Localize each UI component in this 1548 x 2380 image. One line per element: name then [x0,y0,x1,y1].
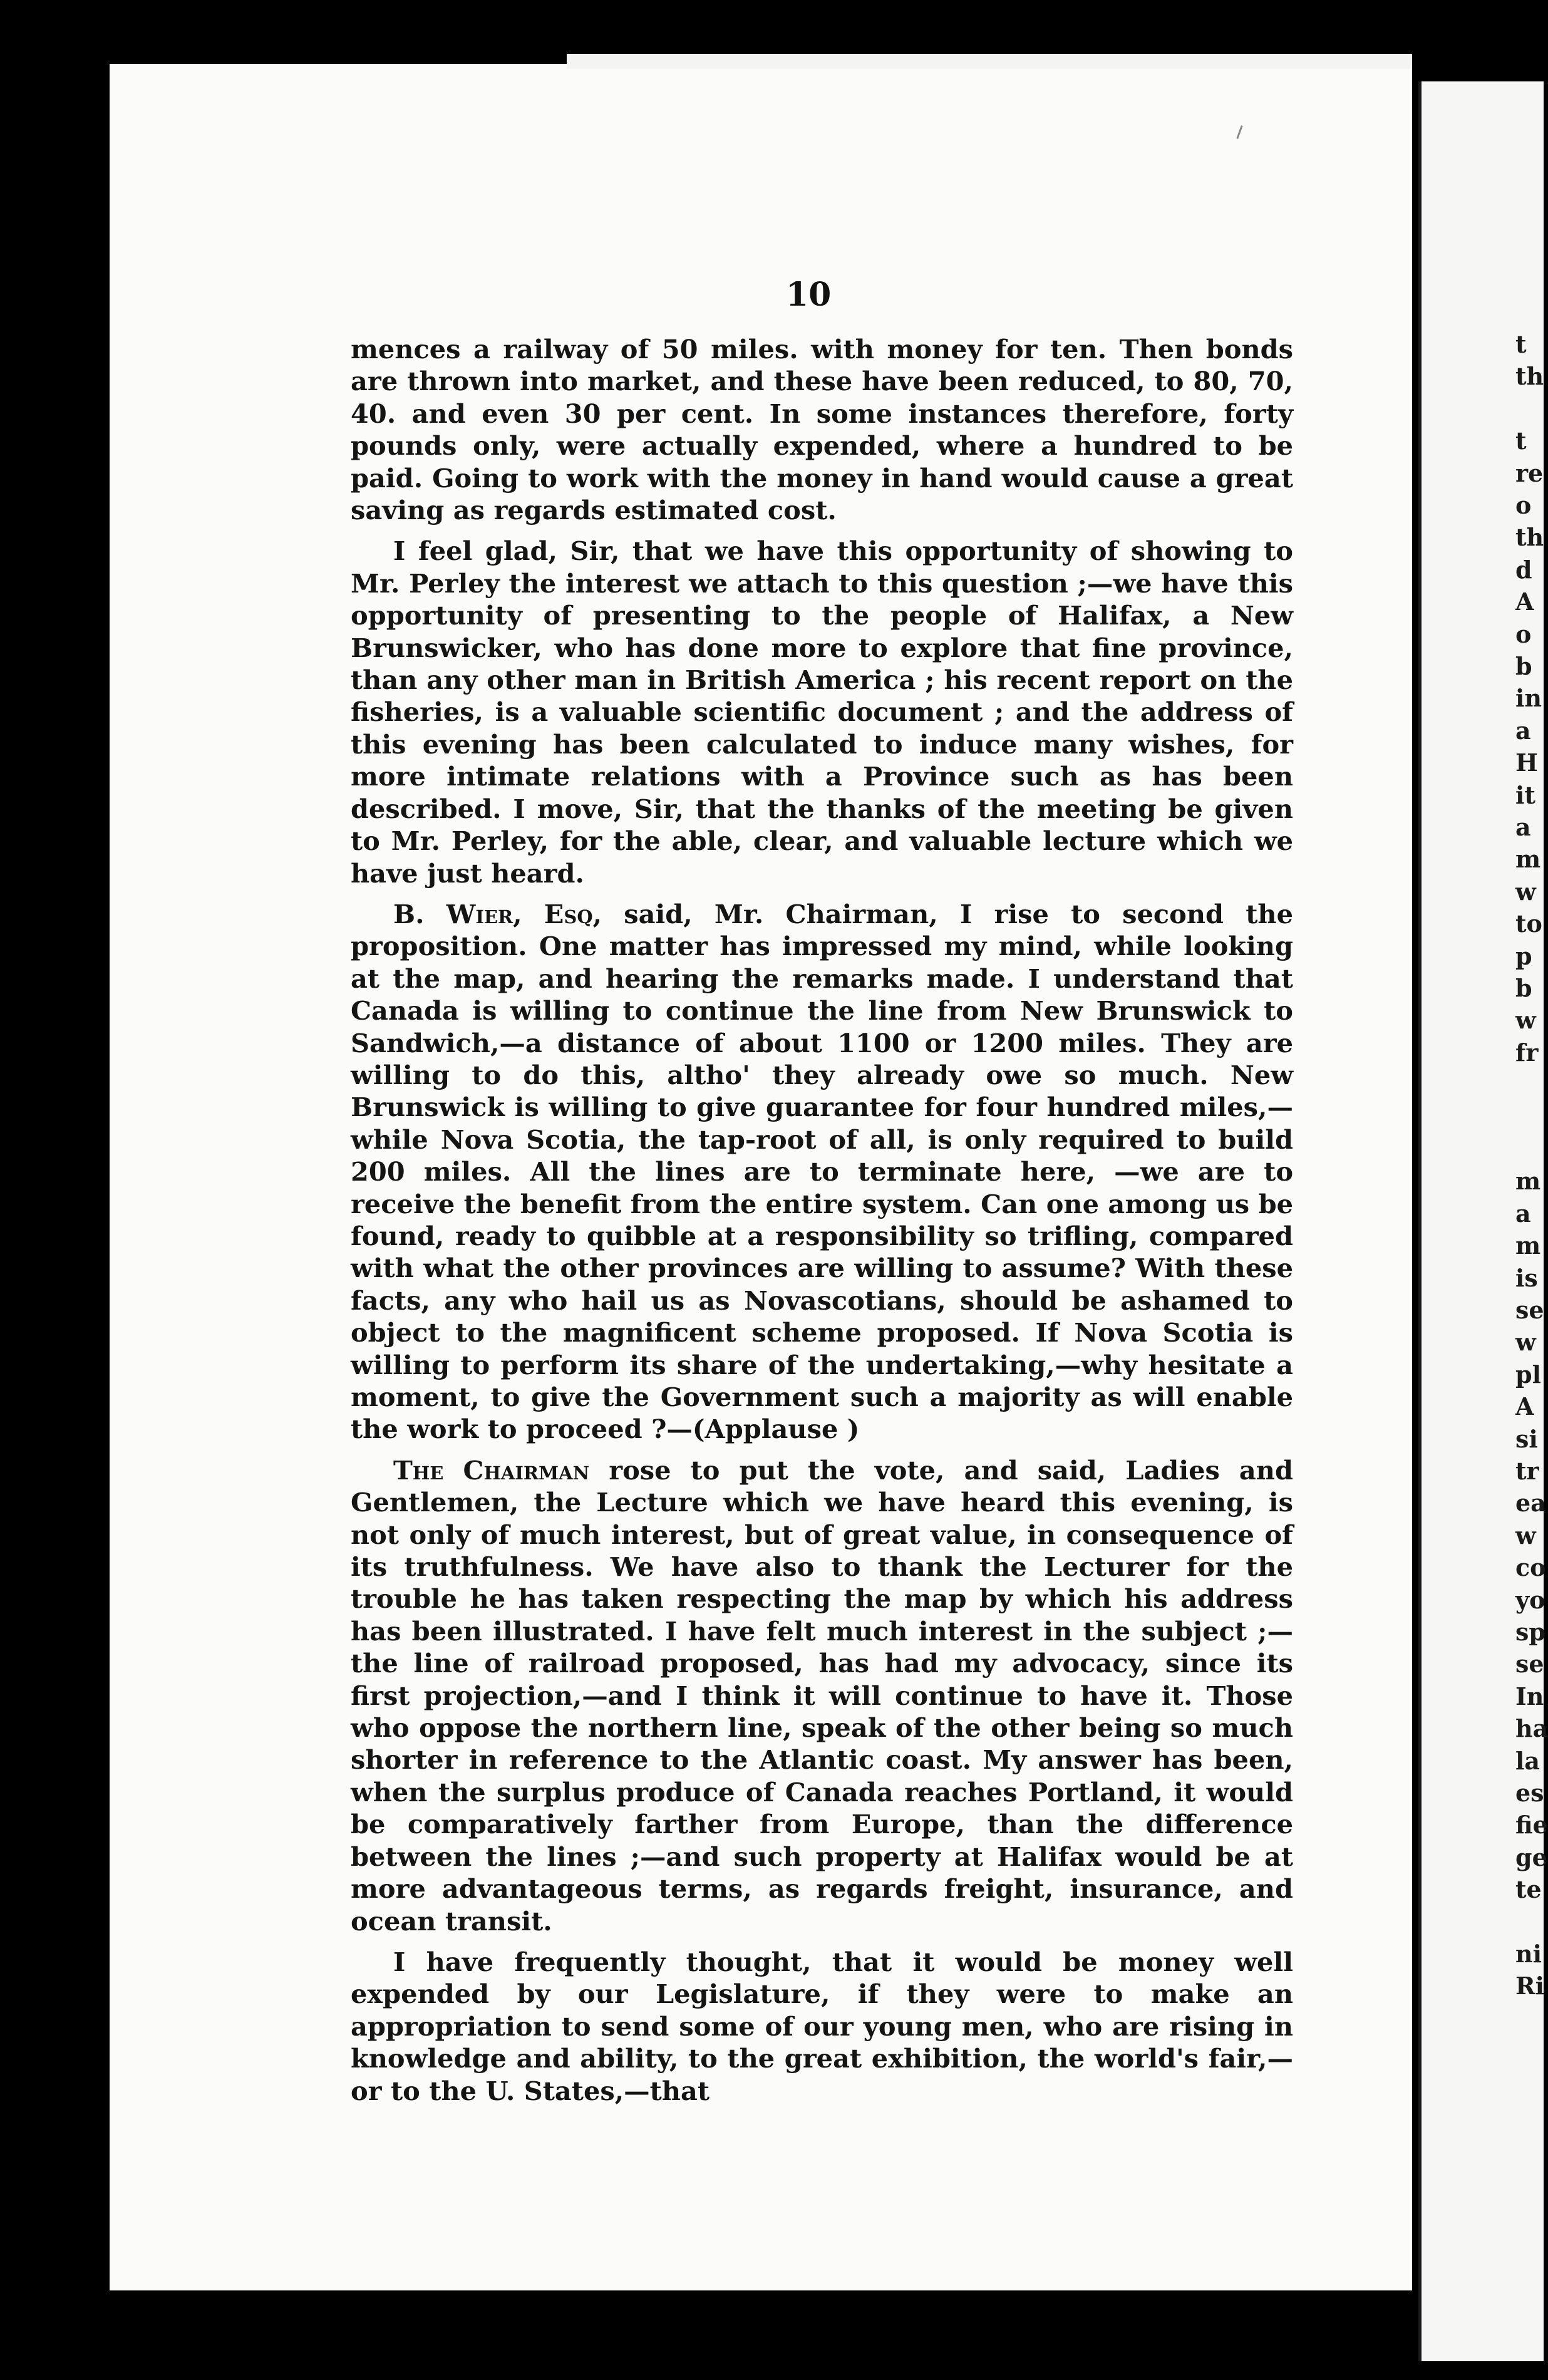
facing-page-line: In [1515,1682,1544,1710]
facing-page-line: si [1515,1424,1538,1453]
paragraph-text: , said, Mr. Chairman, I rise to second the proposition. One matter has impressed my mind, while looking at the map, and hearing the remarks made. I understand that Canada is willing to continue the line from New Brunswick to Sandwich,—a distance of about 1100 or 1200 miles. They are willing to do this, altho' they already owe so much. New Brunswick is willing to give guarantee for four hundred miles,—while Nova Scotia, the tap-root of all, is only required to build 200 miles. All the lines are to terminate here, —we are to receive the benefit from the entire system. Can one among us be found, ready to quibble at a responsibility so trifling, compared with what the other provinces are willing to assume? With these facts, any who hail us as Novascotians, should be ashamed to object to the magnificent scheme proposed. If Nova Scotia is willing to perform its share of the undertaking,—why hesitate a moment, to give the Government such a majority as will enable the work to proceed ?—(Applause ) [351,898,1293,1445]
facing-page-line: A [1515,587,1534,616]
paragraph [351,898,1293,1446]
facing-page-line: pl [1515,1360,1542,1389]
facing-page-line: a [1515,716,1531,745]
facing-page-line: a [1515,813,1531,841]
facing-page-line: o [1515,491,1532,519]
facing-page-line: re [1515,458,1544,487]
facing-page-line: ha [1515,1714,1548,1743]
facing-page-line: fie [1515,1811,1548,1839]
facing-page-line: b [1515,652,1532,680]
facing-page-line: yo [1515,1585,1545,1614]
facing-page-line: es [1515,1779,1544,1807]
facing-page-line: m [1515,1231,1541,1260]
facing-page-line: w [1515,1006,1536,1035]
facing-page-line: se [1515,1296,1544,1324]
facing-page-line: ge [1515,1843,1547,1871]
facing-page-line: th [1515,362,1544,391]
facing-page-line: it [1515,780,1535,809]
facing-page-line: H [1515,748,1538,777]
facing-page-line: a [1515,1199,1531,1228]
paragraph-text: rose to put the vote, and said, Ladies and Gentlemen, the Lecture which we have heard this evening, is not only of much interest, but of great value, in consequence of its truthfulness. We have also to thank the Lecturer for the trouble he has taken respecting the map by which his address has been illustrated. I have felt much interest in the subject ;—the line of railroad proposed, has had my advocacy, since its first projection,—and I think it will continue to have it. Those who oppose the northern line, speak of the other being so much shorter in reference to the Atlantic coast. My answer has been, when the surplus produce of Canada reaches Portland, it would be comparatively farther from Europe, than the difference between the lines ;—and such property at Halifax would be at more advantageous terms, as regards freight, insurance, and ocean transit. [351,1454,1293,1937]
facing-page-line: ea [1515,1489,1546,1518]
facing-page-line: tr [1515,1457,1539,1485]
facing-page-line: p [1515,941,1532,970]
page-body [351,333,1293,2107]
facing-page-line: in [1515,684,1542,713]
facing-page-line: se [1515,1650,1544,1679]
facing-page-line: A [1515,1392,1534,1421]
paragraph [351,333,1293,526]
facing-page-line: co [1515,1553,1546,1582]
facing-page-line: m [1515,845,1541,874]
page-number: 10 [786,276,832,314]
facing-page-line: la [1515,1746,1540,1775]
speaker-name: The Chairman [393,1454,590,1486]
facing-page-line: Ri [1515,1972,1545,2000]
page-edge [567,54,1412,69]
facing-page-line: to [1515,909,1542,938]
facing-page-line: w [1515,1328,1536,1357]
facing-page-line: ni [1515,1940,1542,1968]
facing-page-line: th [1515,523,1544,552]
paragraph-text: I feel glad, Sir, that we have this opportunity of showing to Mr. Perley the interest we attach to this question ;—we have this opportunity of presenting to the people of Halifax, a New Brunswicker, who has done more to explore that fine province, than any other man in British America ; his recent report on the fisheries, is a valuable scientific document ; and the address of this evening has been calculated to induce many wishes, for more intimate relations with a Province such as has been described. I move, Sir, that the thanks of the meeting be given to Mr. Perley, for the able, clear, and valuable lecture which we have just heard. [351,536,1293,889]
facing-page-line: is [1515,1263,1538,1292]
speaker-name: B. Wier, Esq [393,898,593,929]
facing-page-line: o [1515,619,1532,648]
facing-page-line: d [1515,555,1532,584]
paragraph-text: mences a railway of 50 miles. with money for ten. Then bonds are thrown into market, and these have been reduced, to 80, 70, 40. and even 30 per cent. In some instances therefore, forty pounds only, were actually expended, where a hundred to be paid. Going to work with the money in hand would cause a great saving as regards estimated cost. [351,334,1293,526]
facing-page-line: w [1515,1521,1536,1550]
facing-page-line: sp [1515,1618,1545,1646]
facing-page-line: t [1515,427,1527,455]
paragraph [351,1454,1293,1937]
facing-page-line: m [1515,1167,1541,1196]
facing-page-line: te [1515,1875,1542,1904]
facing-page-line: b [1515,974,1532,1002]
facing-page-line: t [1515,330,1527,358]
paragraph-text: I have frequently thought, that it would be money well expended by our Legislature, if they were to make an appropriation to send some of our young men, who are rising in knowledge and ability, to the great exhibition, the world's fair,—or to the U. States,—that [351,1946,1293,2106]
paragraph [351,1946,1293,2107]
facing-page-line: fr [1515,1038,1539,1067]
facing-page-line: w [1515,877,1536,906]
paragraph [351,535,1293,889]
